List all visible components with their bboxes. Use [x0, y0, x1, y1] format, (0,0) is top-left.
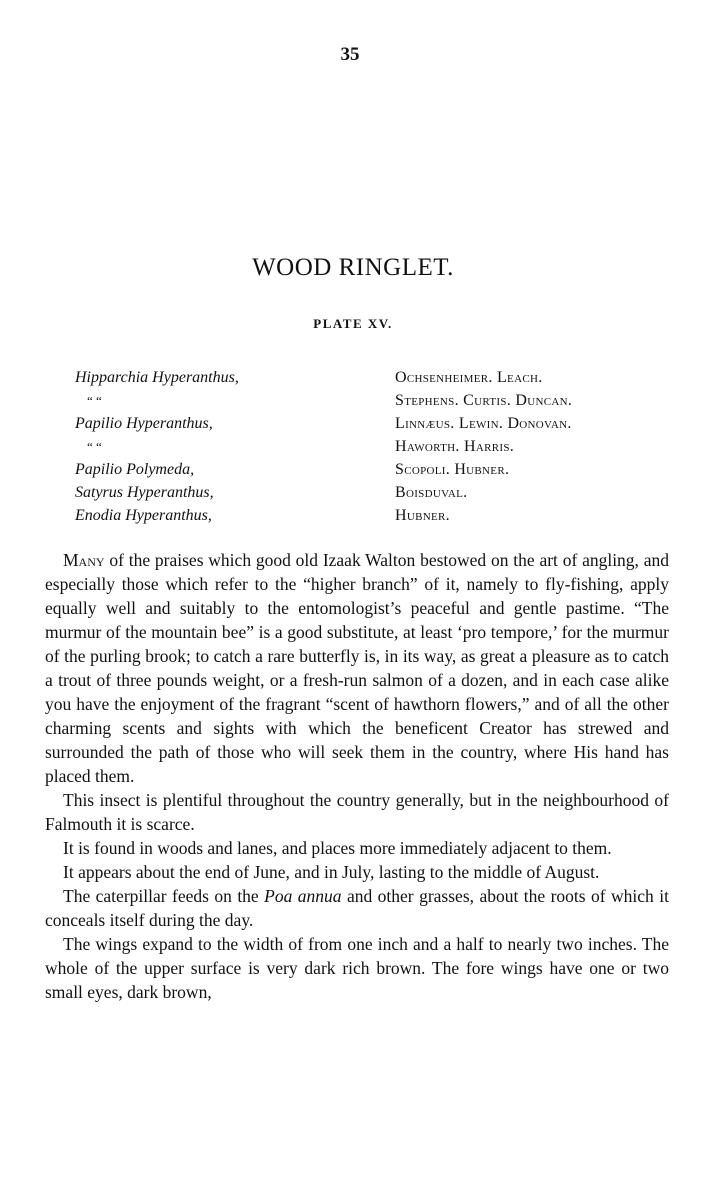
synonym-row — [75, 435, 675, 458]
synonym-name: Satyrus Hyperanthus, — [75, 484, 214, 501]
paragraph — [45, 884, 669, 932]
synonym-authors: Ochsenheimer. Leach. — [395, 369, 543, 386]
synonym-ditto: “ “ — [87, 439, 102, 454]
synonym-authors: Boisduval. — [395, 484, 468, 501]
synonym-row — [75, 458, 675, 481]
synonym-row — [75, 481, 675, 504]
synonymy-table — [75, 366, 675, 527]
synonym-ditto: “ “ — [87, 393, 102, 408]
synonym-name: Enodia Hyperanthus, — [75, 507, 212, 524]
lead-word: Many — [63, 550, 105, 570]
synonym-authors: Scopoli. Hubner. — [395, 461, 510, 478]
synonym-authors: Linnæus. Lewin. Donovan. — [395, 415, 572, 432]
synonym-row — [75, 389, 675, 412]
synonym-name: Papilio Polymeda, — [75, 461, 195, 478]
species-name: Poa annua — [264, 886, 342, 906]
synonym-name: Hipparchia Hyperanthus, — [75, 369, 239, 386]
paragraph: It is found in woods and lanes, and places more immediately adjacent to them. — [63, 838, 612, 858]
synonym-authors: Stephens. Curtis. Duncan. — [395, 392, 573, 409]
synonym-authors: Haworth. Harris. — [395, 438, 515, 455]
paragraph-text: of the praises which good old Izaak Walton bestowed on the art of angling, and especially those which refer to the “higher branch” of it, namely to fly-fishing, apply equally well and suitably to the entomologist’s peaceful and gentle pastime. “The murmur of the mountain bee” is a good substitute, at least ‘pro tempore,’ for the murmur of the purling brook; to catch a rare butterfly is, in its way, as great a pleasure as to catch a trout of three pounds weight, or a fresh-run salmon of a dozen, and in each case alike you have the enjoyment of the fragrant “scent of hawthorn flowers,” and of all the other charming scents and sights with which the beneficent Creator has strewed and surrounded the path of those who will seek them in the country, where His hand has placed them. — [45, 550, 669, 786]
synonym-name: Papilio Hyperanthus, — [75, 415, 213, 432]
page-number: 35 — [340, 44, 360, 65]
plate-label: PLATE XV. — [313, 316, 393, 331]
synonym-row — [75, 504, 675, 527]
paragraph — [45, 548, 669, 788]
paragraph: This insect is plentiful throughout the country generally, but in the neighbourhood of Falmouth it is scarce. — [45, 790, 669, 834]
paragraph: It appears about the end of June, and in July, lasting to the middle of August. — [63, 862, 600, 882]
synonym-row — [75, 412, 675, 435]
paragraph: The wings expand to the width of from one inch and a half to nearly two inches. The whole of the upper surface is very dark rich brown. The fore wings have one or two small eyes, dark brown, — [45, 934, 669, 1002]
synonym-authors: Hubner. — [395, 507, 450, 524]
page-title: WOOD RINGLET. — [252, 254, 454, 281]
paragraph-text: The caterpillar feeds on the — [63, 886, 265, 906]
body-text — [45, 548, 669, 1004]
paragraph-text: and other grasses, about the roots of which it conceals itself during the day. — [45, 886, 669, 930]
synonym-row — [75, 366, 675, 389]
